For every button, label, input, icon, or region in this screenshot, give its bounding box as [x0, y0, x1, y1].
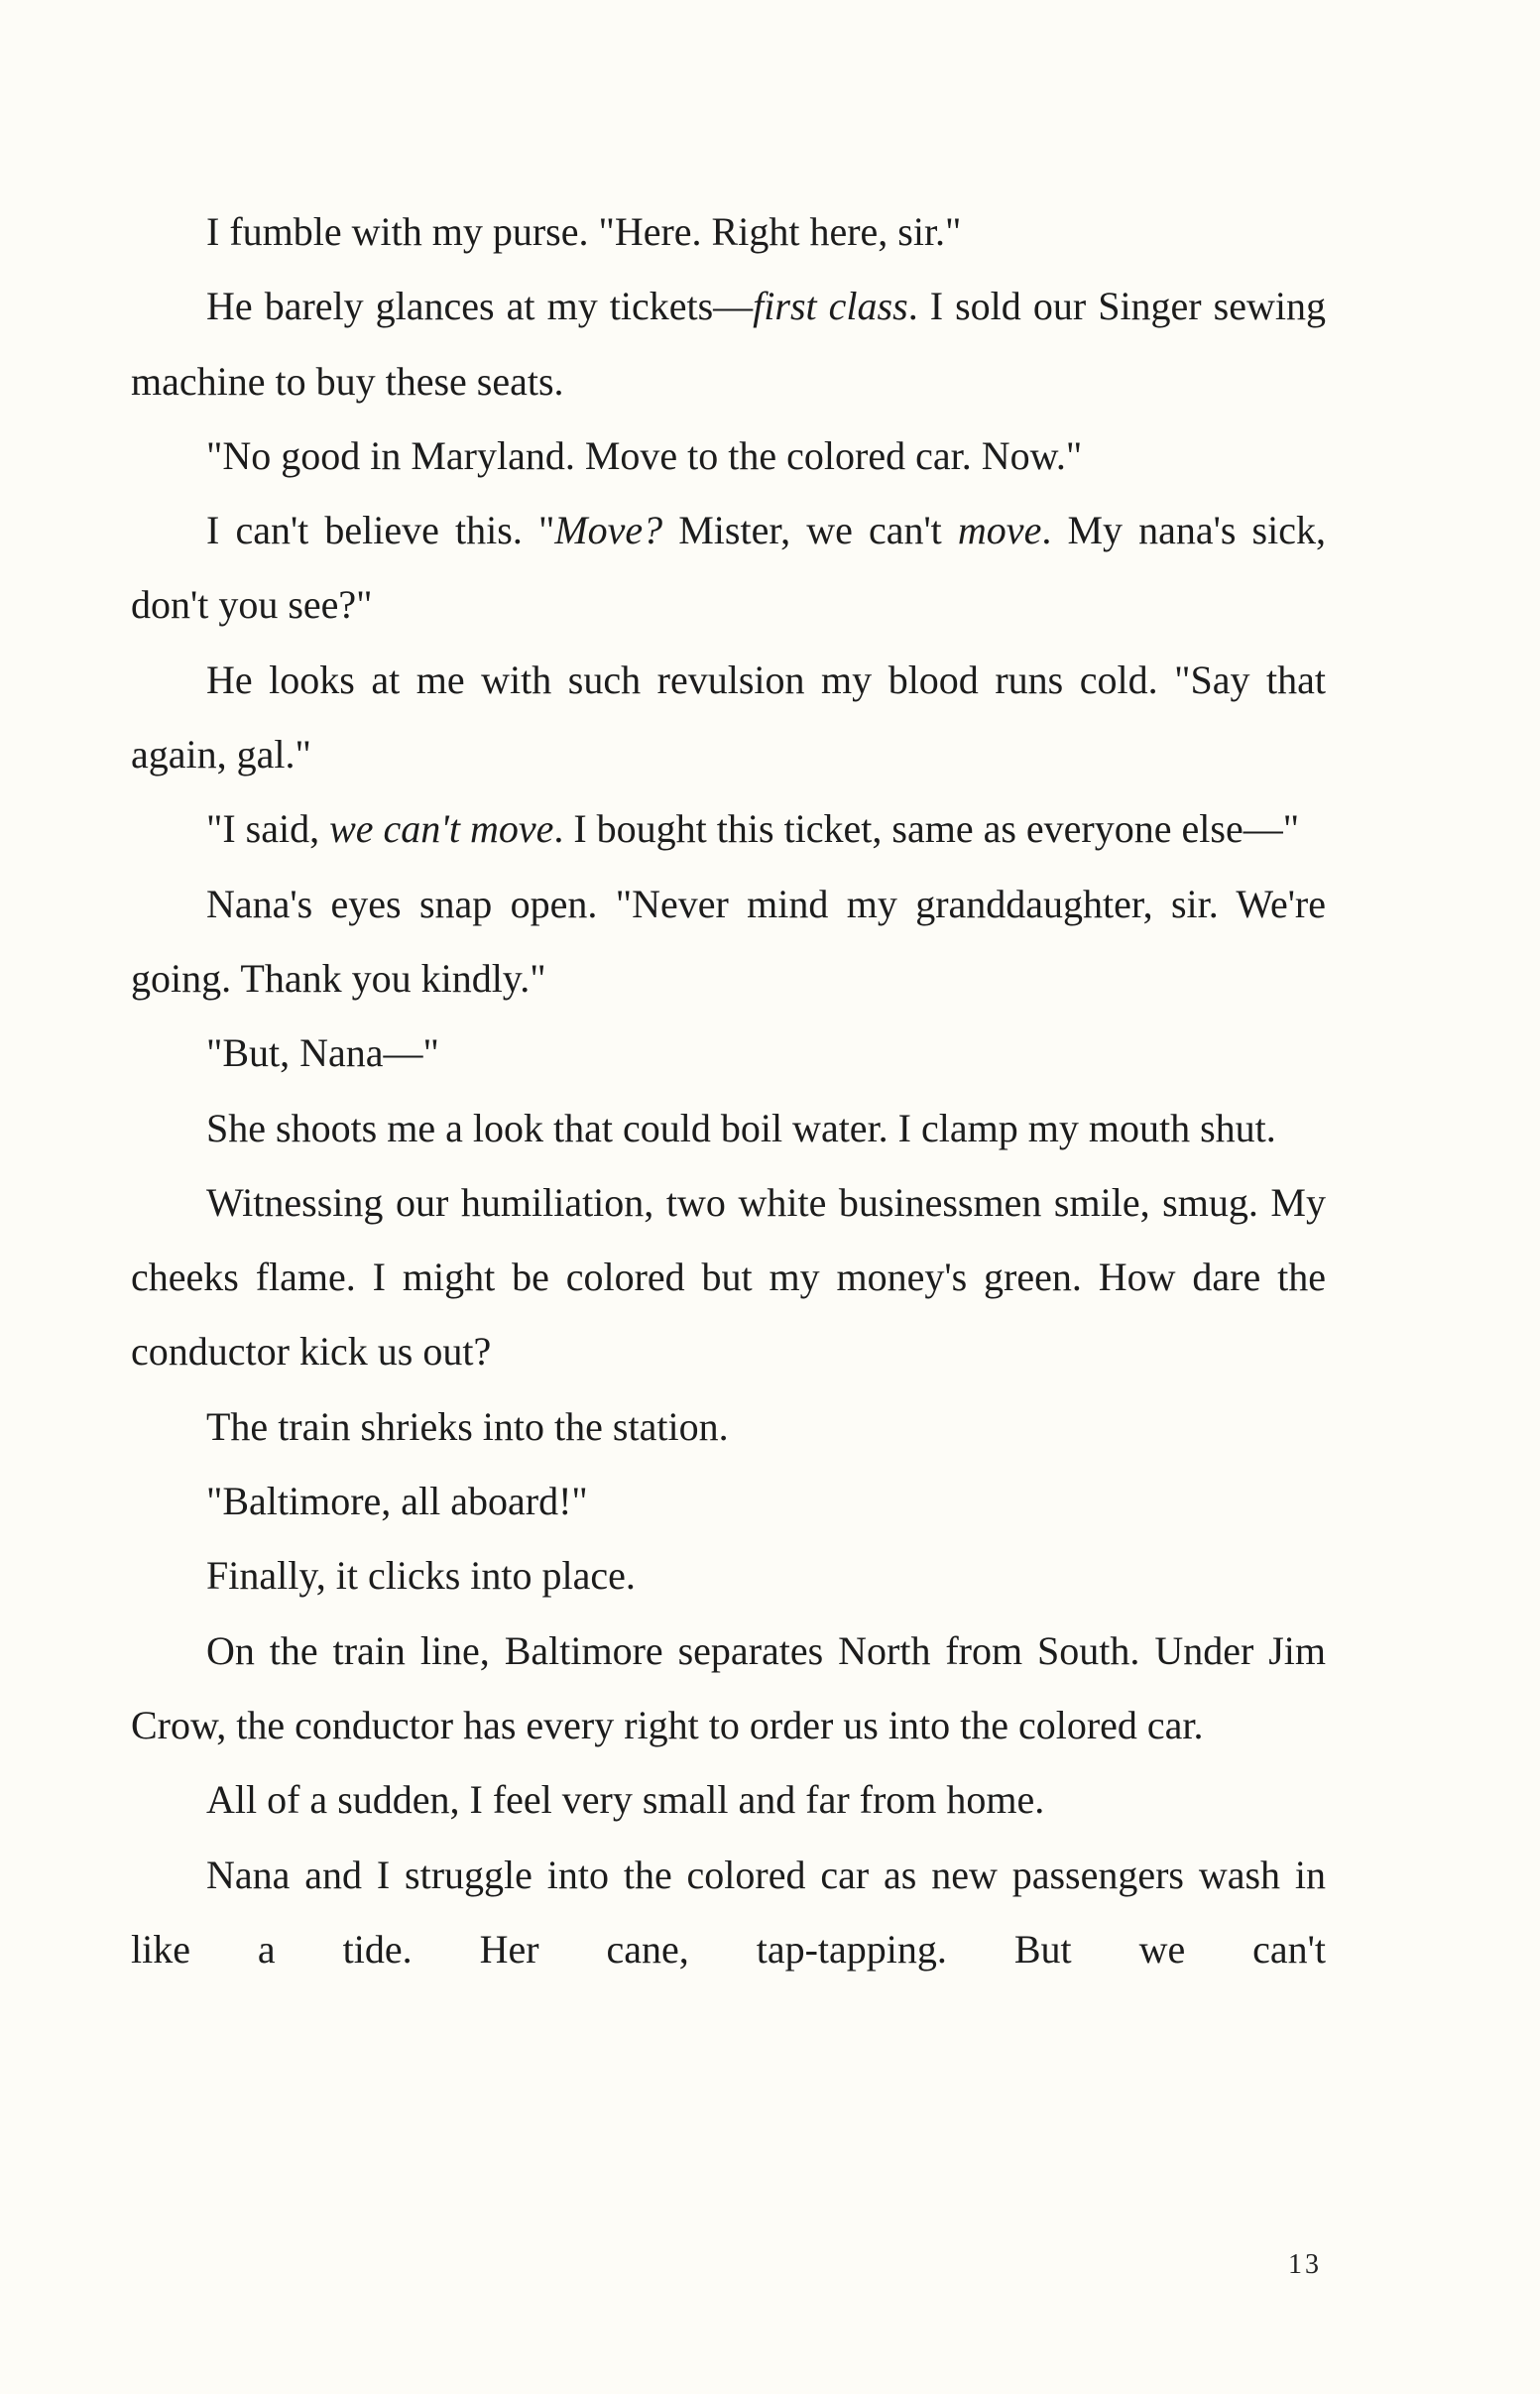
paragraph	[131, 1614, 1326, 1763]
emphasis-text: we can't move	[329, 806, 554, 852]
page-number: 13	[1288, 2249, 1322, 2280]
text-run: On the train line, Baltimore separates North from South. Under Jim Crow, the conductor has every right to order us into the colored car.	[131, 1627, 1326, 1747]
text-run: I fumble with my purse. "Here. Right here, sir."	[206, 209, 962, 254]
text-run: Finally, it clicks into place.	[206, 1553, 636, 1599]
body-text	[131, 194, 1326, 1986]
paragraph	[131, 269, 1326, 419]
paragraph	[131, 493, 1326, 643]
text-run: Witnessing our humiliation, two white businessmen smile, smug. My cheeks flame. I might be colored but my money's green. How dare the conductor kick us out?	[131, 1179, 1326, 1375]
text-run: . I bought this ticket, same as everyone else—"	[553, 806, 1300, 852]
text-run: I can't believe this. "	[206, 508, 555, 553]
paragraph	[131, 791, 1326, 866]
emphasis-text: Move?	[554, 508, 663, 553]
text-run: "No good in Maryland. Move to the colored car. Now."	[206, 432, 1083, 478]
paragraph	[131, 1389, 1326, 1464]
text-run: He barely glances at my tickets—	[206, 284, 754, 329]
paragraph	[131, 643, 1326, 792]
emphasis-text: first class	[753, 284, 908, 329]
text-run: Mister, we can't	[662, 508, 958, 553]
paragraph	[131, 1838, 1326, 1987]
text-run: . I sold our Singer sewing machine to buy these seats.	[131, 284, 1326, 404]
paragraph	[131, 1091, 1326, 1165]
text-run: All of a sudden, I feel very small and far from home.	[206, 1777, 1045, 1823]
text-run: The train shrieks into the station.	[206, 1403, 729, 1449]
text-run: Nana and I struggle into the colored car as new passengers wash in like a tide. Her cane, tap-tapping. But we can't	[131, 1852, 1326, 1972]
paragraph	[131, 419, 1326, 493]
text-run: . My nana's sick, don't you see?"	[131, 508, 1326, 628]
paragraph	[131, 1464, 1326, 1538]
paragraph	[131, 1538, 1326, 1613]
emphasis-text: move	[957, 508, 1042, 553]
paragraph	[131, 867, 1326, 1017]
text-run: "I said,	[206, 806, 330, 852]
text-run: She shoots me a look that could boil water. I clamp my mouth shut.	[206, 1105, 1276, 1150]
text-run: "Baltimore, all aboard!"	[206, 1479, 588, 1524]
text-run: Nana's eyes snap open. "Never mind my granddaughter, sir. We're going. Thank you kindly."	[131, 881, 1326, 1001]
paragraph	[131, 1016, 1326, 1090]
paragraph	[131, 1762, 1326, 1837]
paragraph	[131, 1165, 1326, 1389]
text-run: "But, Nana—"	[206, 1030, 439, 1076]
text-run: He looks at me with such revulsion my blood runs cold. "Say that again, gal."	[131, 657, 1326, 778]
paragraph	[131, 194, 1326, 269]
